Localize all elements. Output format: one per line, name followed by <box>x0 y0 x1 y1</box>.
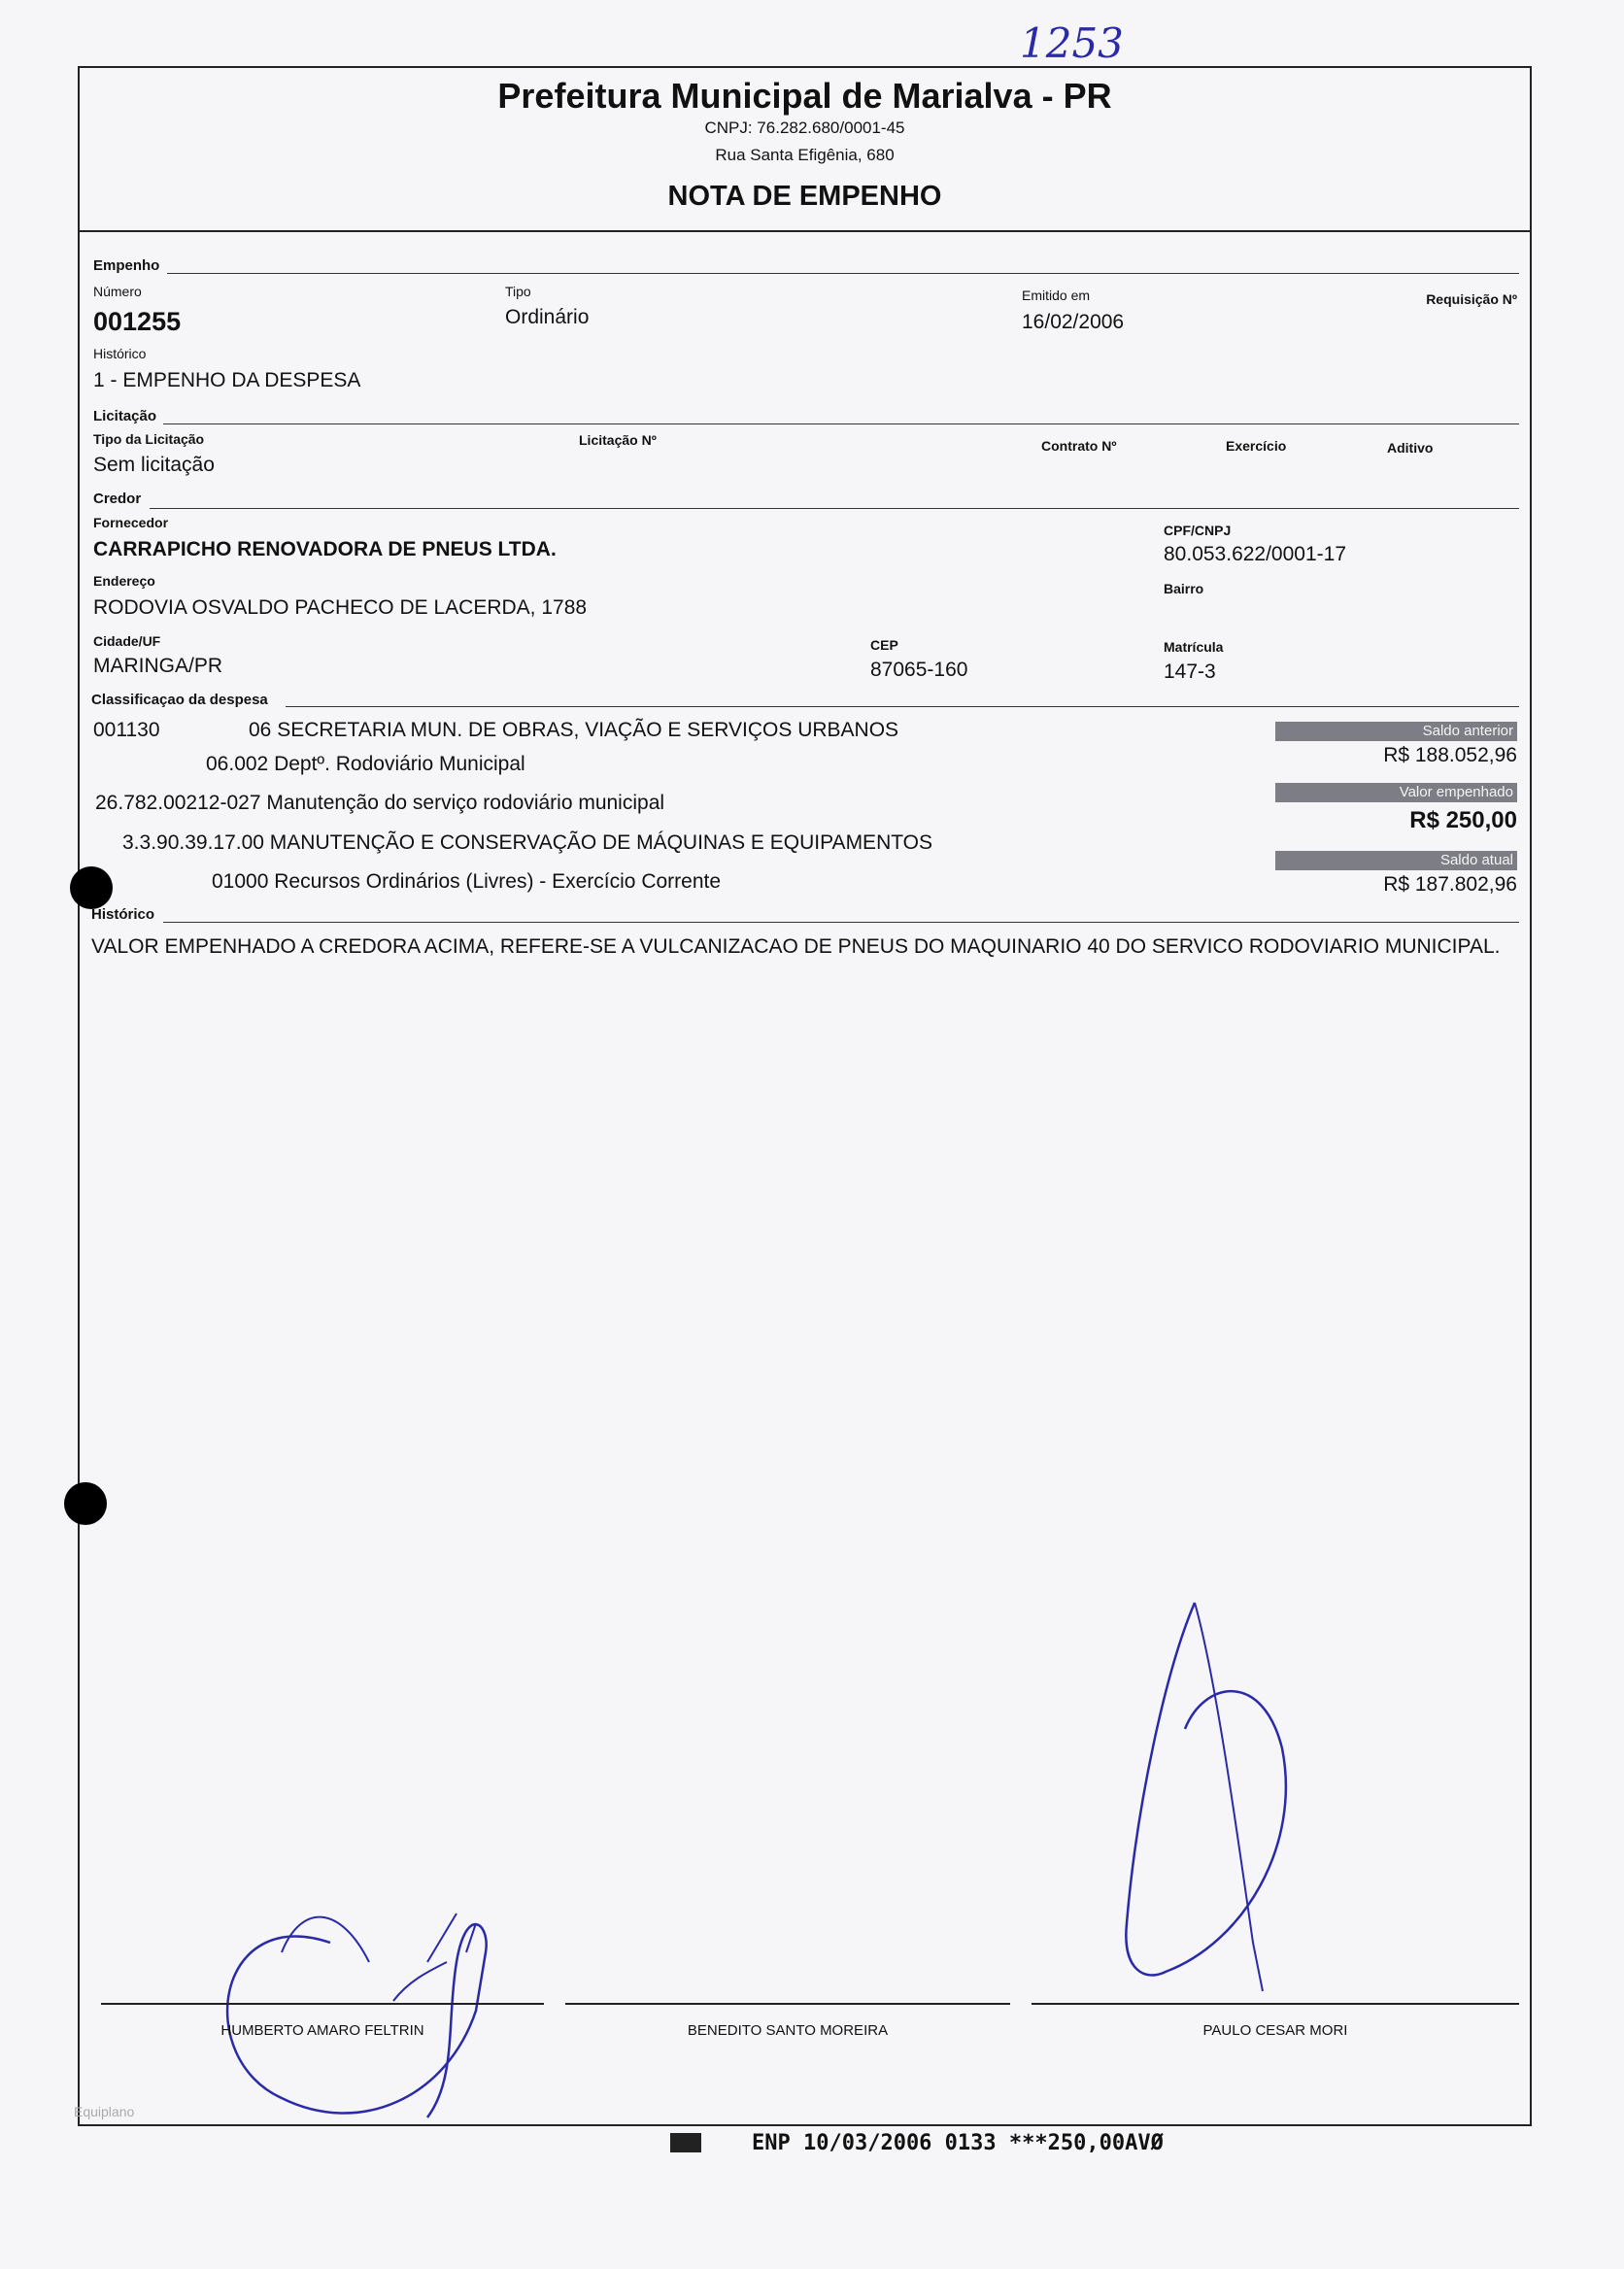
emitido-value: 16/02/2006 <box>1022 311 1125 333</box>
exercicio-label: Exercício <box>1226 438 1287 454</box>
empenho-historico-label: Histórico <box>93 346 147 361</box>
tipo-licitacao-label: Tipo da Licitação <box>93 431 205 447</box>
licitacao-section-label: Licitação <box>93 408 157 424</box>
signature-name-2: BENEDITO SANTO MOREIRA <box>687 2022 889 2039</box>
header-divider <box>78 230 1532 232</box>
signature-scribbles <box>136 1554 1496 2137</box>
tipo-value: Ordinário <box>505 306 590 328</box>
empenho-historico-value: 1 - EMPENHO DA DESPESA <box>93 369 361 391</box>
signature-3-stroke <box>1195 1603 1263 1991</box>
saldo-atual-label: Saldo atual <box>1275 851 1517 870</box>
endereco-label: Endereço <box>93 573 155 589</box>
stamp-logo-icon <box>670 2133 701 2152</box>
numero-label: Número <box>93 284 142 299</box>
saldo-atual-value: R$ 187.802,96 <box>1383 873 1517 896</box>
fornecedor-label: Fornecedor <box>93 515 169 530</box>
handwritten-page-number: 1253 <box>1020 19 1124 67</box>
signature-line-2 <box>565 2003 1010 2005</box>
licitacao-numero-label: Licitação Nº <box>579 432 657 448</box>
valor-empenhado-value: R$ 250,00 <box>1409 807 1517 833</box>
empenho-section-label: Empenho <box>93 257 160 274</box>
matricula-label: Matrícula <box>1164 639 1224 655</box>
valor-empenhado-label: Valor empenhado <box>1275 783 1517 802</box>
saldo-anterior-value: R$ 188.052,96 <box>1383 744 1517 766</box>
signature-name-1: HUMBERTO AMARO FELTRIN <box>220 2022 424 2039</box>
signature-name-3: PAULO CESAR MORI <box>1202 2022 1348 2039</box>
cpf-value: 80.053.622/0001-17 <box>1164 543 1347 565</box>
signature-line-3 <box>1032 2003 1519 2005</box>
classificacao-divider <box>286 706 1519 707</box>
cep-value: 87065-160 <box>870 659 968 681</box>
historico-divider <box>163 922 1519 923</box>
classificacao-code: 001130 <box>93 719 160 741</box>
numero-value: 001255 <box>93 307 182 336</box>
tipo-label: Tipo <box>505 284 531 299</box>
empenho-divider <box>167 273 1519 274</box>
cep-label: CEP <box>870 637 898 653</box>
address-text: Rua Santa Efigênia, 680 <box>715 146 895 164</box>
cidade-value: MARINGA/PR <box>93 655 223 677</box>
recurso-text: 01000 Recursos Ordinários (Livres) - Exercício Corrente <box>212 870 722 893</box>
document-title: NOTA DE EMPENHO <box>667 181 942 212</box>
elemento-text: 3.3.90.39.17.00 MANUTENÇÃO E CONSERVAÇÃO DE MÁQUINAS E EQUIPAMENTOS <box>122 831 933 854</box>
historico-text: VALOR EMPENHADO A CREDORA ACIMA, REFERE-SE A VULCANIZACAO DE PNEUS DO MAQUINARIO 40 DO SERVICO RODOVIARIO MUNICIPAL. <box>91 935 1501 958</box>
endereco-value: RODOVIA OSVALDO PACHECO DE LACERDA, 1788 <box>93 596 588 619</box>
payment-stamp: ENP 10/03/2006 0133 ***250,00AVØ <box>752 2131 1164 2155</box>
requisicao-label: Requisição Nº <box>1426 291 1517 307</box>
punch-hole-top <box>70 866 113 909</box>
software-brand: Equiplano <box>74 2104 135 2119</box>
licitacao-divider <box>163 423 1519 424</box>
credor-divider <box>150 508 1519 509</box>
fornecedor-value: CARRAPICHO RENOVADORA DE PNEUS LTDA. <box>93 538 557 560</box>
emitido-label: Emitido em <box>1022 288 1091 303</box>
cidade-label: Cidade/UF <box>93 633 161 649</box>
departamento-text: 06.002 Deptº. Rodoviário Municipal <box>206 753 525 775</box>
punch-hole-bottom <box>64 1482 107 1525</box>
cpf-label: CPF/CNPJ <box>1164 523 1232 538</box>
tipo-licitacao-value: Sem licitação <box>93 454 215 476</box>
signature-1-flourish <box>282 1913 476 2001</box>
historico-section-label: Histórico <box>91 906 155 923</box>
signature-3-scribble <box>1126 1603 1286 1975</box>
matricula-value: 147-3 <box>1164 660 1216 683</box>
aditivo-label: Aditivo <box>1387 440 1434 456</box>
saldo-anterior-label: Saldo anterior <box>1275 722 1517 741</box>
credor-section-label: Credor <box>93 491 142 507</box>
bairro-label: Bairro <box>1164 581 1204 596</box>
page-title: Prefeitura Municipal de Marialva - PR <box>497 76 1112 116</box>
cnpj-text: CNPJ: 76.282.680/0001-45 <box>704 119 905 137</box>
secretaria-text: 06 SECRETARIA MUN. DE OBRAS, VIAÇÃO E SERVIÇOS URBANOS <box>249 719 899 741</box>
classificacao-section-label: Classificaçao da despesa <box>91 692 268 708</box>
signature-1-scribble <box>227 1924 487 2117</box>
programa-text: 26.782.00212-027 Manutenção do serviço rodoviário municipal <box>95 792 665 814</box>
contrato-label: Contrato Nº <box>1041 438 1117 454</box>
signature-line-1 <box>101 2003 544 2005</box>
